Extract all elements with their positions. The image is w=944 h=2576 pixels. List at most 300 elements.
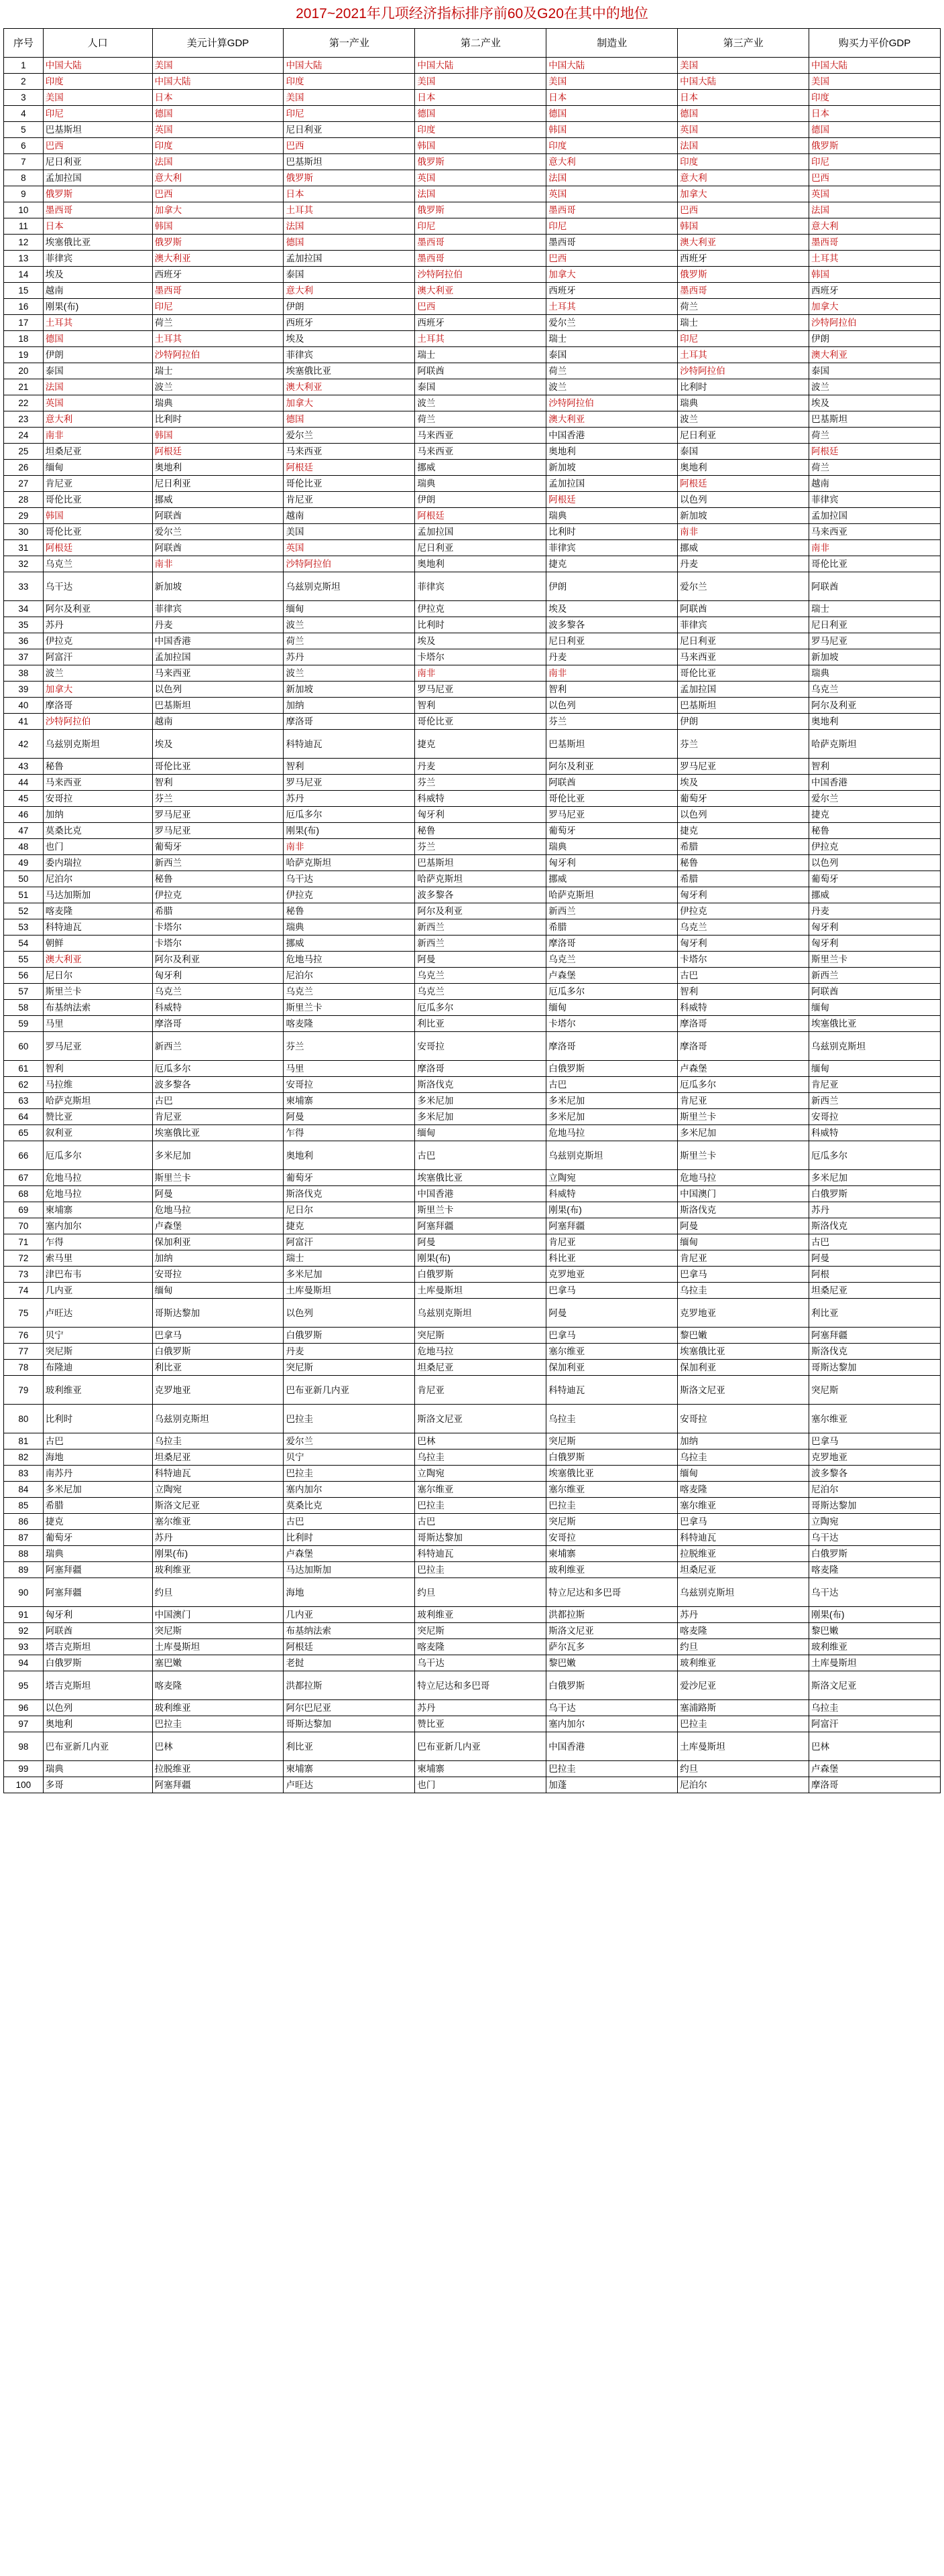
cell-ppp-gdp: 匈牙利 <box>809 936 941 952</box>
cell-primary-industry: 阿根廷 <box>284 460 415 476</box>
table-row <box>4 170 941 186</box>
cell-population: 布隆迪 <box>43 1360 152 1376</box>
cell-primary-industry: 印度 <box>284 74 415 90</box>
cell-ppp-gdp: 卢森堡 <box>809 1761 941 1777</box>
cell-ppp-gdp: 斯洛文尼亚 <box>809 1671 941 1700</box>
cell-primary-industry: 柬埔寨 <box>284 1761 415 1777</box>
row-rank: 71 <box>4 1234 44 1250</box>
cell-manufacturing: 特立尼达和多巴哥 <box>546 1578 678 1607</box>
cell-usd-gdp: 秘鲁 <box>152 871 284 887</box>
cell-primary-industry: 白俄罗斯 <box>284 1328 415 1344</box>
cell-usd-gdp: 罗马尼亚 <box>152 823 284 839</box>
cell-tertiary-industry: 巴拿马 <box>678 1267 809 1283</box>
cell-population: 尼日利亚 <box>43 154 152 170</box>
table-row <box>4 936 941 952</box>
cell-manufacturing: 玻利维亚 <box>546 1562 678 1578</box>
cell-manufacturing: 南非 <box>546 665 678 682</box>
cell-secondary-industry: 孟加拉国 <box>415 524 546 540</box>
row-rank: 42 <box>4 730 44 759</box>
cell-manufacturing: 捷克 <box>546 556 678 572</box>
cell-manufacturing: 保加利亚 <box>546 1360 678 1376</box>
cell-usd-gdp: 坦桑尼亚 <box>152 1450 284 1466</box>
cell-manufacturing: 荷兰 <box>546 363 678 379</box>
cell-population: 莫桑比克 <box>43 823 152 839</box>
cell-secondary-industry: 芬兰 <box>415 839 546 855</box>
row-rank: 47 <box>4 823 44 839</box>
table-row <box>4 807 941 823</box>
row-rank: 4 <box>4 106 44 122</box>
cell-secondary-industry: 挪威 <box>415 460 546 476</box>
table-row <box>4 714 941 730</box>
cell-tertiary-industry: 墨西哥 <box>678 283 809 299</box>
row-rank: 13 <box>4 251 44 267</box>
cell-usd-gdp: 中国大陆 <box>152 74 284 90</box>
cell-manufacturing: 日本 <box>546 90 678 106</box>
cell-secondary-industry: 尼日利亚 <box>415 540 546 556</box>
cell-tertiary-industry: 捷克 <box>678 823 809 839</box>
cell-secondary-industry: 中国大陆 <box>415 58 546 74</box>
row-rank: 78 <box>4 1360 44 1376</box>
cell-ppp-gdp: 美国 <box>809 74 941 90</box>
cell-manufacturing: 卡塔尔 <box>546 1016 678 1032</box>
cell-population: 白俄罗斯 <box>43 1655 152 1671</box>
cell-manufacturing: 希腊 <box>546 919 678 936</box>
cell-ppp-gdp: 丹麦 <box>809 903 941 919</box>
cell-population: 赞比亚 <box>43 1109 152 1125</box>
row-rank: 45 <box>4 791 44 807</box>
row-rank: 99 <box>4 1761 44 1777</box>
cell-tertiary-industry: 摩洛哥 <box>678 1032 809 1061</box>
row-rank: 11 <box>4 218 44 235</box>
cell-secondary-industry: 荷兰 <box>415 411 546 428</box>
cell-tertiary-industry: 孟加拉国 <box>678 682 809 698</box>
cell-usd-gdp: 新西兰 <box>152 1032 284 1061</box>
table-row <box>4 74 941 90</box>
cell-tertiary-industry: 芬兰 <box>678 730 809 759</box>
cell-tertiary-industry: 荷兰 <box>678 299 809 315</box>
cell-tertiary-industry: 印度 <box>678 154 809 170</box>
cell-population: 塔吉克斯坦 <box>43 1671 152 1700</box>
cell-secondary-industry: 德国 <box>415 106 546 122</box>
cell-tertiary-industry: 危地马拉 <box>678 1170 809 1186</box>
cell-secondary-industry: 肯尼亚 <box>415 1376 546 1405</box>
table-row <box>4 1578 941 1607</box>
cell-primary-industry: 南非 <box>284 839 415 855</box>
cell-usd-gdp: 玻利维亚 <box>152 1562 284 1578</box>
cell-manufacturing: 菲律宾 <box>546 540 678 556</box>
cell-population: 瑞典 <box>43 1761 152 1777</box>
cell-ppp-gdp: 奥地利 <box>809 714 941 730</box>
table-row <box>4 984 941 1000</box>
table-row <box>4 1607 941 1623</box>
table-row <box>4 395 941 411</box>
table-row <box>4 823 941 839</box>
cell-secondary-industry: 西班牙 <box>415 315 546 331</box>
cell-ppp-gdp: 哥斯达黎加 <box>809 1498 941 1514</box>
cell-manufacturing: 芬兰 <box>546 714 678 730</box>
cell-secondary-industry: 苏丹 <box>415 1700 546 1716</box>
row-rank: 46 <box>4 807 44 823</box>
column-header-tertiary-industry: 第三产业 <box>678 29 809 58</box>
cell-primary-industry: 厄瓜多尔 <box>284 807 415 823</box>
cell-usd-gdp: 波兰 <box>152 379 284 395</box>
row-rank: 23 <box>4 411 44 428</box>
cell-usd-gdp: 缅甸 <box>152 1283 284 1299</box>
cell-manufacturing: 萨尔瓦多 <box>546 1639 678 1655</box>
cell-ppp-gdp: 巴基斯坦 <box>809 411 941 428</box>
cell-primary-industry: 巴基斯坦 <box>284 154 415 170</box>
cell-usd-gdp: 卢森堡 <box>152 1218 284 1234</box>
cell-secondary-industry: 沙特阿拉伯 <box>415 267 546 283</box>
table-row <box>4 839 941 855</box>
cell-primary-industry: 爱尔兰 <box>284 428 415 444</box>
cell-secondary-industry: 捷克 <box>415 730 546 759</box>
cell-primary-industry: 土库曼斯坦 <box>284 1283 415 1299</box>
cell-population: 危地马拉 <box>43 1186 152 1202</box>
cell-population: 津巴布韦 <box>43 1267 152 1283</box>
table-row <box>4 1639 941 1655</box>
cell-primary-industry: 卢森堡 <box>284 1546 415 1562</box>
cell-ppp-gdp: 安哥拉 <box>809 1109 941 1125</box>
cell-usd-gdp: 新西兰 <box>152 855 284 871</box>
cell-ppp-gdp: 乌克兰 <box>809 682 941 698</box>
table-row <box>4 1125 941 1141</box>
cell-manufacturing: 丹麦 <box>546 649 678 665</box>
cell-secondary-industry: 中国香港 <box>415 1186 546 1202</box>
table-row <box>4 1077 941 1093</box>
cell-tertiary-industry: 喀麦隆 <box>678 1482 809 1498</box>
column-header-usd-gdp: 美元计算GDP <box>152 29 284 58</box>
table-row <box>4 1283 941 1299</box>
cell-tertiary-industry: 以色列 <box>678 807 809 823</box>
cell-tertiary-industry: 缅甸 <box>678 1466 809 1482</box>
cell-tertiary-industry: 俄罗斯 <box>678 267 809 283</box>
column-header-population: 人口 <box>43 29 152 58</box>
cell-usd-gdp: 苏丹 <box>152 1530 284 1546</box>
cell-usd-gdp: 尼日利亚 <box>152 476 284 492</box>
cell-usd-gdp: 奥地利 <box>152 460 284 476</box>
cell-ppp-gdp: 葡萄牙 <box>809 871 941 887</box>
cell-secondary-industry: 哈萨克斯坦 <box>415 871 546 887</box>
cell-primary-industry: 洪都拉斯 <box>284 1671 415 1700</box>
cell-secondary-industry: 墨西哥 <box>415 235 546 251</box>
cell-population: 斯里兰卡 <box>43 984 152 1000</box>
table-row <box>4 1299 941 1328</box>
cell-usd-gdp: 埃及 <box>152 730 284 759</box>
table-row <box>4 315 941 331</box>
cell-tertiary-industry: 古巴 <box>678 968 809 984</box>
cell-population: 俄罗斯 <box>43 186 152 202</box>
cell-ppp-gdp: 泰国 <box>809 363 941 379</box>
cell-secondary-industry: 也门 <box>415 1777 546 1793</box>
cell-primary-industry: 中国大陆 <box>284 58 415 74</box>
table-row <box>4 871 941 887</box>
cell-tertiary-industry: 卢森堡 <box>678 1061 809 1077</box>
table-row <box>4 887 941 903</box>
cell-tertiary-industry: 摩洛哥 <box>678 1016 809 1032</box>
cell-tertiary-industry: 缅甸 <box>678 1234 809 1250</box>
cell-ppp-gdp: 日本 <box>809 106 941 122</box>
cell-population: 以色列 <box>43 1700 152 1716</box>
cell-usd-gdp: 白俄罗斯 <box>152 1344 284 1360</box>
cell-primary-industry: 捷克 <box>284 1218 415 1234</box>
row-rank: 36 <box>4 633 44 649</box>
cell-population: 索马里 <box>43 1250 152 1267</box>
cell-usd-gdp: 伊拉克 <box>152 887 284 903</box>
row-rank: 33 <box>4 572 44 601</box>
cell-population: 波兰 <box>43 665 152 682</box>
row-rank: 52 <box>4 903 44 919</box>
cell-manufacturing: 科比亚 <box>546 1250 678 1267</box>
cell-manufacturing: 乌拉圭 <box>546 1405 678 1433</box>
cell-secondary-industry: 特立尼达和多巴哥 <box>415 1671 546 1700</box>
cell-tertiary-industry: 肯尼亚 <box>678 1250 809 1267</box>
row-rank: 43 <box>4 759 44 775</box>
cell-population: 贝宁 <box>43 1328 152 1344</box>
cell-population: 哈萨克斯坦 <box>43 1093 152 1109</box>
cell-ppp-gdp: 黎巴嫩 <box>809 1623 941 1639</box>
cell-tertiary-industry: 乌克兰 <box>678 919 809 936</box>
table-row <box>4 1700 941 1716</box>
cell-secondary-industry: 哥斯达黎加 <box>415 1530 546 1546</box>
cell-primary-industry: 苏丹 <box>284 791 415 807</box>
cell-ppp-gdp: 爱尔兰 <box>809 791 941 807</box>
table-row <box>4 251 941 267</box>
table-row <box>4 1093 941 1109</box>
row-rank: 73 <box>4 1267 44 1283</box>
cell-tertiary-industry: 乌拉圭 <box>678 1450 809 1466</box>
cell-ppp-gdp: 意大利 <box>809 218 941 235</box>
cell-manufacturing: 科威特 <box>546 1186 678 1202</box>
cell-primary-industry: 尼泊尔 <box>284 968 415 984</box>
cell-tertiary-industry: 比利时 <box>678 379 809 395</box>
cell-secondary-industry: 白俄罗斯 <box>415 1267 546 1283</box>
cell-primary-industry: 越南 <box>284 508 415 524</box>
cell-usd-gdp: 荷兰 <box>152 315 284 331</box>
cell-secondary-industry: 罗马尼亚 <box>415 682 546 698</box>
cell-secondary-industry: 阿曼 <box>415 1234 546 1250</box>
cell-population: 奥地利 <box>43 1716 152 1732</box>
cell-primary-industry: 布基纳法索 <box>284 1623 415 1639</box>
cell-tertiary-industry: 埃塞俄比亚 <box>678 1344 809 1360</box>
cell-tertiary-industry: 中国大陆 <box>678 74 809 90</box>
cell-primary-industry: 摩洛哥 <box>284 714 415 730</box>
cell-tertiary-industry: 英国 <box>678 122 809 138</box>
row-rank: 56 <box>4 968 44 984</box>
cell-population: 多米尼加 <box>43 1482 152 1498</box>
cell-ppp-gdp: 中国大陆 <box>809 58 941 74</box>
cell-primary-industry: 印尼 <box>284 106 415 122</box>
cell-population: 马来西亚 <box>43 775 152 791</box>
cell-ppp-gdp: 新西兰 <box>809 1093 941 1109</box>
cell-primary-industry: 爱尔兰 <box>284 1433 415 1450</box>
cell-usd-gdp: 越南 <box>152 714 284 730</box>
cell-manufacturing: 肯尼亚 <box>546 1234 678 1250</box>
row-rank: 19 <box>4 347 44 363</box>
cell-secondary-industry: 波多黎各 <box>415 887 546 903</box>
cell-manufacturing: 塞尔维亚 <box>546 1482 678 1498</box>
cell-population: 罗马尼亚 <box>43 1032 152 1061</box>
cell-usd-gdp: 中国香港 <box>152 633 284 649</box>
cell-tertiary-industry: 日本 <box>678 90 809 106</box>
cell-tertiary-industry: 希腊 <box>678 839 809 855</box>
cell-tertiary-industry: 黎巴嫩 <box>678 1328 809 1344</box>
cell-primary-industry: 多米尼加 <box>284 1267 415 1283</box>
cell-primary-industry: 莫桑比克 <box>284 1498 415 1514</box>
cell-population: 马拉维 <box>43 1077 152 1093</box>
cell-tertiary-industry: 土库曼斯坦 <box>678 1732 809 1761</box>
cell-secondary-industry: 柬埔寨 <box>415 1761 546 1777</box>
cell-tertiary-industry: 科威特 <box>678 1000 809 1016</box>
cell-usd-gdp: 古巴 <box>152 1093 284 1109</box>
cell-primary-industry: 瑞士 <box>284 1250 415 1267</box>
cell-secondary-industry: 斯里兰卡 <box>415 1202 546 1218</box>
cell-tertiary-industry: 阿曼 <box>678 1218 809 1234</box>
cell-usd-gdp: 阿根廷 <box>152 444 284 460</box>
cell-secondary-industry: 阿塞拜疆 <box>415 1218 546 1234</box>
cell-primary-industry: 伊拉克 <box>284 887 415 903</box>
cell-population: 肯尼亚 <box>43 476 152 492</box>
cell-primary-industry: 沙特阿拉伯 <box>284 556 415 572</box>
cell-secondary-industry: 瑞士 <box>415 347 546 363</box>
cell-tertiary-industry: 匈牙利 <box>678 936 809 952</box>
row-rank: 14 <box>4 267 44 283</box>
cell-manufacturing: 巴拉圭 <box>546 1761 678 1777</box>
cell-ppp-gdp: 阿联酋 <box>809 984 941 1000</box>
cell-manufacturing: 柬埔寨 <box>546 1546 678 1562</box>
cell-usd-gdp: 乌拉圭 <box>152 1433 284 1450</box>
cell-ppp-gdp: 白俄罗斯 <box>809 1186 941 1202</box>
cell-manufacturing: 卢森堡 <box>546 968 678 984</box>
cell-primary-industry: 乍得 <box>284 1125 415 1141</box>
cell-usd-gdp: 日本 <box>152 90 284 106</box>
cell-primary-industry: 突尼斯 <box>284 1360 415 1376</box>
cell-tertiary-industry: 哥伦比亚 <box>678 665 809 682</box>
cell-ppp-gdp: 中国香港 <box>809 775 941 791</box>
cell-tertiary-industry: 中国澳门 <box>678 1186 809 1202</box>
cell-tertiary-industry: 尼日利亚 <box>678 633 809 649</box>
cell-manufacturing: 墨西哥 <box>546 202 678 218</box>
cell-tertiary-industry: 以色列 <box>678 492 809 508</box>
table-row <box>4 1466 941 1482</box>
cell-manufacturing: 智利 <box>546 682 678 698</box>
cell-secondary-industry: 危地马拉 <box>415 1344 546 1360</box>
row-rank: 9 <box>4 186 44 202</box>
cell-usd-gdp: 卡塔尔 <box>152 936 284 952</box>
cell-tertiary-industry: 加拿大 <box>678 186 809 202</box>
cell-secondary-industry: 厄瓜多尔 <box>415 1000 546 1016</box>
cell-manufacturing: 印尼 <box>546 218 678 235</box>
row-rank: 25 <box>4 444 44 460</box>
cell-ppp-gdp: 阿曼 <box>809 1250 941 1267</box>
cell-tertiary-industry: 巴拿马 <box>678 1514 809 1530</box>
cell-tertiary-industry: 阿根廷 <box>678 476 809 492</box>
table-row <box>4 903 941 919</box>
table-row <box>4 460 941 476</box>
cell-tertiary-industry: 苏丹 <box>678 1607 809 1623</box>
cell-usd-gdp: 瑞典 <box>152 395 284 411</box>
cell-population: 阿富汗 <box>43 649 152 665</box>
cell-population: 马里 <box>43 1016 152 1032</box>
row-rank: 38 <box>4 665 44 682</box>
table-row <box>4 1514 941 1530</box>
cell-manufacturing: 埃及 <box>546 601 678 617</box>
cell-ppp-gdp: 塞尔维亚 <box>809 1405 941 1433</box>
table-row <box>4 1344 941 1360</box>
row-rank: 50 <box>4 871 44 887</box>
cell-tertiary-industry: 意大利 <box>678 170 809 186</box>
cell-manufacturing: 意大利 <box>546 154 678 170</box>
cell-ppp-gdp: 阿根廷 <box>809 444 941 460</box>
table-row <box>4 492 941 508</box>
cell-secondary-industry: 马来西亚 <box>415 444 546 460</box>
cell-manufacturing: 乌干达 <box>546 1700 678 1716</box>
cell-tertiary-industry: 挪威 <box>678 540 809 556</box>
cell-manufacturing: 新西兰 <box>546 903 678 919</box>
cell-manufacturing: 匈牙利 <box>546 855 678 871</box>
cell-usd-gdp: 孟加拉国 <box>152 649 284 665</box>
cell-primary-industry: 菲律宾 <box>284 347 415 363</box>
cell-primary-industry: 波兰 <box>284 617 415 633</box>
cell-ppp-gdp: 瑞典 <box>809 665 941 682</box>
cell-population: 古巴 <box>43 1433 152 1450</box>
row-rank: 93 <box>4 1639 44 1655</box>
cell-ppp-gdp: 阿尔及利亚 <box>809 698 941 714</box>
cell-secondary-industry: 缅甸 <box>415 1125 546 1141</box>
row-rank: 58 <box>4 1000 44 1016</box>
cell-primary-industry: 马来西亚 <box>284 444 415 460</box>
cell-population: 乌克兰 <box>43 556 152 572</box>
cell-primary-industry: 意大利 <box>284 283 415 299</box>
cell-ppp-gdp: 越南 <box>809 476 941 492</box>
cell-population: 伊朗 <box>43 347 152 363</box>
cell-manufacturing: 加蓬 <box>546 1777 678 1793</box>
cell-usd-gdp: 匈牙利 <box>152 968 284 984</box>
table-row <box>4 428 941 444</box>
cell-manufacturing: 刚果(布) <box>546 1202 678 1218</box>
row-rank: 49 <box>4 855 44 871</box>
table-row <box>4 138 941 154</box>
cell-usd-gdp: 利比亚 <box>152 1360 284 1376</box>
cell-ppp-gdp: 挪威 <box>809 887 941 903</box>
cell-usd-gdp: 哥伦比亚 <box>152 759 284 775</box>
cell-usd-gdp: 阿联酋 <box>152 540 284 556</box>
cell-secondary-industry: 澳大利亚 <box>415 283 546 299</box>
cell-ppp-gdp: 德国 <box>809 122 941 138</box>
table-row <box>4 1218 941 1234</box>
cell-ppp-gdp: 尼日利亚 <box>809 617 941 633</box>
cell-ppp-gdp: 巴西 <box>809 170 941 186</box>
row-rank: 60 <box>4 1032 44 1061</box>
cell-population: 朝鲜 <box>43 936 152 952</box>
cell-usd-gdp: 南非 <box>152 556 284 572</box>
row-rank: 61 <box>4 1061 44 1077</box>
row-rank: 92 <box>4 1623 44 1639</box>
table-row <box>4 1433 941 1450</box>
cell-population: 阿联酋 <box>43 1623 152 1639</box>
table-row <box>4 759 941 775</box>
row-rank: 65 <box>4 1125 44 1141</box>
cell-manufacturing: 巴西 <box>546 251 678 267</box>
cell-ppp-gdp: 匈牙利 <box>809 919 941 936</box>
cell-ppp-gdp: 乌干达 <box>809 1578 941 1607</box>
cell-tertiary-industry: 阿联酋 <box>678 601 809 617</box>
cell-primary-industry: 比利时 <box>284 1530 415 1546</box>
row-rank: 89 <box>4 1562 44 1578</box>
cell-primary-industry: 葡萄牙 <box>284 1170 415 1186</box>
cell-primary-industry: 英国 <box>284 540 415 556</box>
cell-usd-gdp: 沙特阿拉伯 <box>152 347 284 363</box>
